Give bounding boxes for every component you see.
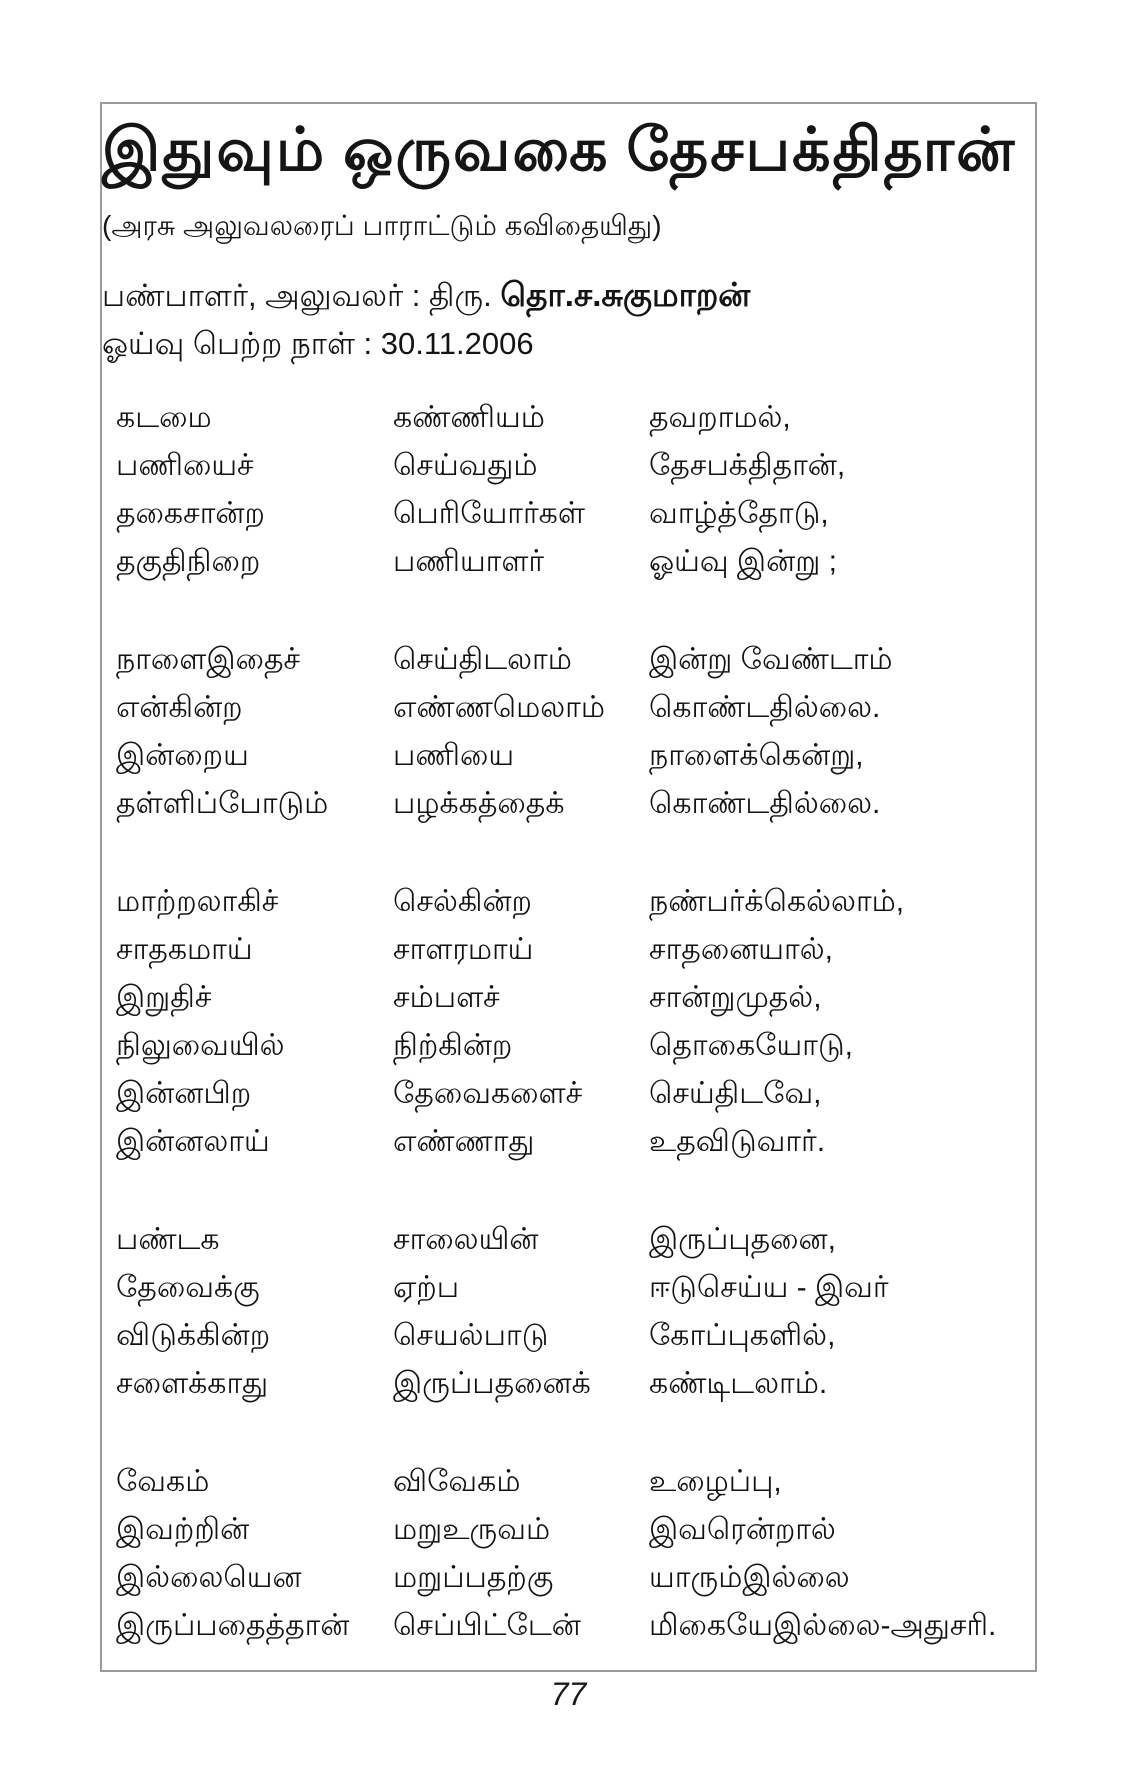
poem-word: இன்றைய: [116, 739, 249, 772]
poem-word: இல்லையென: [116, 1561, 302, 1594]
poem-line: [116, 732, 1021, 780]
author-prefix: பண்பாளர், அலுவலர் : திரு.: [102, 278, 501, 313]
poem-word: சாதகமாய்: [116, 933, 253, 966]
poem-word: நாளைக்கென்று,: [649, 739, 864, 772]
poem-word: யாரும்இல்லை: [649, 1561, 850, 1594]
poem-word: செல்கின்ற: [393, 885, 532, 918]
poem-word: தகைசான்ற: [116, 497, 265, 530]
poem-word: இன்னலாய்: [116, 1125, 270, 1158]
poem-word: இருப்பதனைக்: [393, 1367, 591, 1400]
poem-line: [116, 442, 1021, 490]
stanza: [116, 1458, 1021, 1650]
poem-word: நிற்கின்ற: [393, 1029, 513, 1062]
poem-word: இவற்றின்: [116, 1513, 250, 1546]
poem-word: கடமை: [116, 401, 212, 434]
poem-word: என்கின்ற: [116, 691, 243, 724]
poem-line: [116, 684, 1021, 732]
poem-word: பணியாளர்: [393, 545, 545, 578]
poem-word: வேகம்: [116, 1465, 210, 1498]
poem-word: மாற்றலாகிச்: [116, 885, 279, 918]
poem-word: மறுப்பதற்கு: [393, 1561, 554, 1594]
poem-word: சாதனையால்,: [649, 933, 833, 966]
poem-word: ஏற்ப: [393, 1271, 460, 1304]
poem-word: மறுஉருவம்: [393, 1513, 551, 1546]
poem-line: [116, 394, 1021, 442]
poem-word: நிலுவையில்: [116, 1029, 285, 1062]
poem-word: இவரென்றால்: [649, 1513, 836, 1546]
poem-line: [116, 1312, 1021, 1360]
poem-line: [116, 974, 1021, 1022]
poem-word: தவறாமல்,: [649, 401, 791, 434]
poem-word: தேவைக்கு: [116, 1271, 260, 1304]
stanza: [116, 878, 1021, 1166]
poem-word: நண்பர்க்கெல்லாம்,: [649, 885, 905, 918]
poem-word: கொண்டதில்லை.: [649, 691, 881, 724]
poem-word: செய்திடவே,: [649, 1077, 822, 1110]
poem-word: கண்டிடலாம்.: [649, 1367, 828, 1400]
poem-word: உதவிடுவார்.: [649, 1125, 826, 1158]
poem-line: [116, 538, 1021, 586]
poem-line: [116, 1264, 1021, 1312]
poem-word: உழைப்பு,: [649, 1465, 782, 1498]
poem-word: தள்ளிப்போடும்: [116, 787, 329, 820]
stanza: [116, 636, 1021, 828]
poem-word: வாழ்த்தோடு,: [649, 497, 829, 530]
poem-word: விவேகம்: [393, 1465, 521, 1498]
poem-word: பணியைச்: [116, 449, 254, 482]
poem-word: இருப்பதைத்தான்: [116, 1609, 350, 1642]
poem-word: கண்ணியம்: [393, 401, 545, 434]
poem-word: சளைக்காது: [116, 1367, 269, 1400]
poem-title: இதுவும் ஒருவகை தேசபக்திதான்: [102, 117, 1017, 183]
page-number: 77: [550, 1676, 587, 1712]
poem-body: [116, 394, 1021, 1700]
poem-line: [116, 878, 1021, 926]
poem-word: ஓய்வு இன்று ;: [649, 545, 837, 578]
stanza: [116, 394, 1021, 586]
poem-line: [116, 926, 1021, 974]
poem-word: இருப்புதனை,: [649, 1223, 836, 1256]
poem-word: நாளைஇதைச்: [116, 643, 301, 676]
poem-word: எண்ணாது: [393, 1125, 535, 1158]
poem-word: எண்ணமெலாம்: [393, 691, 605, 724]
poem-word: பண்டக: [116, 1223, 220, 1256]
page-border-frame: [100, 102, 1037, 1672]
poem-line: [116, 1118, 1021, 1166]
poem-word: கொண்டதில்லை.: [649, 787, 881, 820]
retirement-date-line: ஓய்வு பெற்ற நாள் : 30.11.2006: [102, 326, 534, 361]
poem-line: [116, 1554, 1021, 1602]
poem-word: செயல்பாடு: [393, 1319, 549, 1352]
author-name: தொ.ச.சுகுமாறன்: [500, 276, 751, 313]
poem-line: [116, 1070, 1021, 1118]
poem-word: இறுதிச்: [116, 981, 212, 1014]
poem-line: [116, 490, 1021, 538]
poem-line: [116, 636, 1021, 684]
poem-word: மிகையேஇல்லை-அதுசரி.: [649, 1609, 997, 1642]
poem-word: தேசபக்திதான்,: [649, 449, 846, 482]
poem-word: சம்பளச்: [393, 981, 500, 1014]
poem-word: சாளரமாய்: [393, 933, 534, 966]
poem-word: தொகையோடு,: [649, 1029, 853, 1062]
poem-line: [116, 1458, 1021, 1506]
stanza: [116, 1216, 1021, 1408]
poem-line: [116, 1506, 1021, 1554]
poem-word: செய்திடலாம்: [393, 643, 572, 676]
poem-word: செப்பிட்டேன்: [393, 1609, 581, 1642]
author-line: [102, 276, 1035, 319]
poem-word: செய்வதும்: [393, 449, 538, 482]
poem-word: விடுக்கின்ற: [116, 1319, 271, 1352]
poem-line: [116, 1602, 1021, 1650]
poem-word: பணியை: [393, 739, 515, 772]
poem-word: தகுதிநிறை: [116, 545, 261, 578]
poem-word: கோப்புகளில்,: [649, 1319, 836, 1352]
poem-word: சாலையின்: [393, 1223, 539, 1256]
poem-word: பெரியோர்கள்: [393, 497, 585, 530]
poem-subtitle: (அரசு அலுவலரைப் பாராட்டும் கவிதையிது): [102, 210, 662, 241]
poem-word: இன்று வேண்டாம்: [649, 643, 893, 676]
poem-word: தேவைகளைச்: [393, 1077, 583, 1110]
poem-line: [116, 780, 1021, 828]
poem-word: சான்றுமுதல்,: [649, 981, 822, 1014]
poem-word: பழக்கத்தைக்: [393, 787, 565, 820]
poem-word: இன்னபிற: [116, 1077, 252, 1110]
poem-line: [116, 1360, 1021, 1408]
poem-line: [116, 1216, 1021, 1264]
poem-line: [116, 1022, 1021, 1070]
poem-word: ஈடுசெய்ய - இவர்: [649, 1271, 889, 1304]
